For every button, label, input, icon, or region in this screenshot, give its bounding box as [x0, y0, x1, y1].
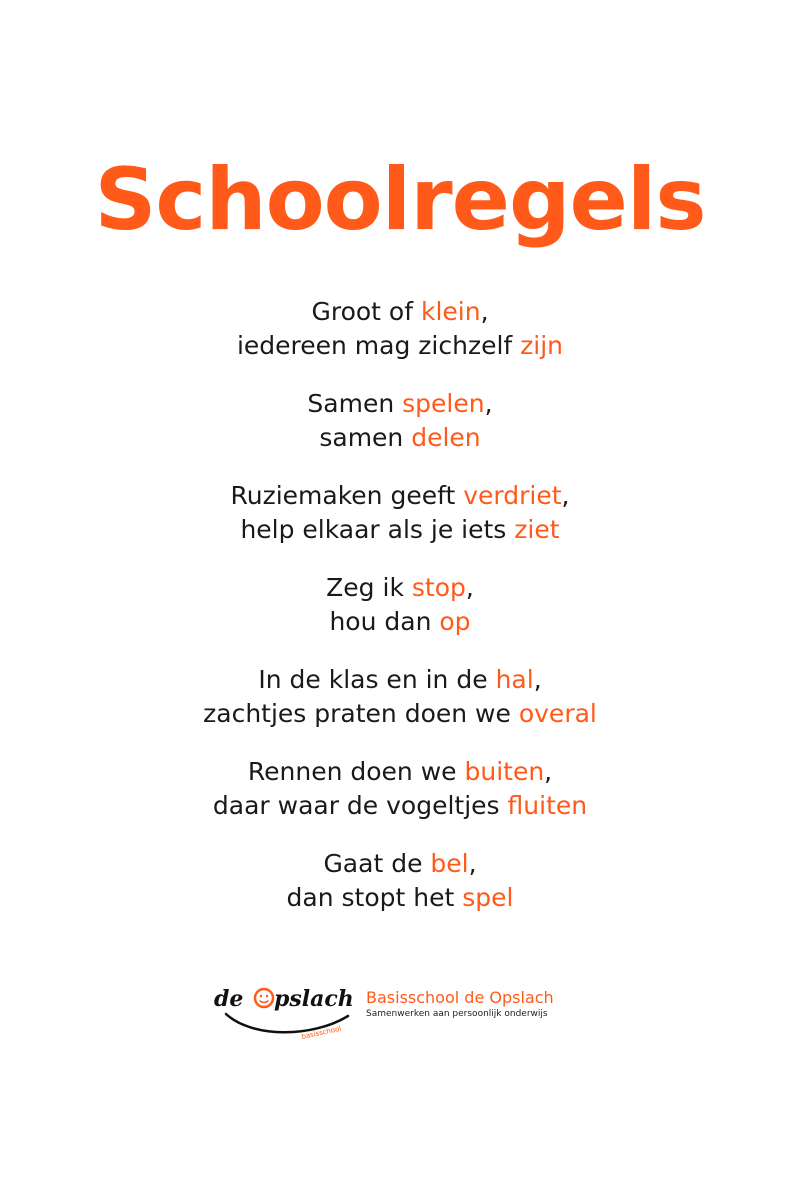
rule-line [0, 513, 800, 547]
rule-highlight: stop [411, 573, 466, 602]
rule-highlight: buiten [464, 757, 545, 786]
rule-line [0, 329, 800, 363]
rule-stanza [0, 571, 800, 639]
rule-line [0, 789, 800, 823]
rules-list [0, 295, 800, 939]
logo-subtext: basisschool [300, 1024, 342, 1041]
school-info [366, 988, 586, 1020]
logo-wordmark: de pslach [214, 986, 354, 1012]
rule-text: samen [319, 423, 404, 452]
rule-stanza [0, 295, 800, 363]
rule-line [0, 697, 800, 731]
school-name: Basisschool de Opslach [366, 988, 554, 1007]
rule-stanza [0, 663, 800, 731]
rule-text: daar waar de vogeltjes [212, 791, 500, 820]
rule-highlight: overal [518, 699, 597, 728]
school-logo [212, 976, 357, 1046]
rule-stanza [0, 755, 800, 823]
rule-stanza [0, 387, 800, 455]
rule-text: Gaat de [323, 849, 423, 878]
rule-line [0, 295, 800, 329]
page-title: Schoolregels [94, 150, 706, 250]
rule-text: Ruziemaken geeft [230, 481, 456, 510]
rule-line [0, 387, 800, 421]
school-tagline: Samenwerken aan persoonlijk onderwijs [366, 1009, 548, 1019]
rule-stanza [0, 847, 800, 915]
rule-stanza [0, 479, 800, 547]
rule-highlight: zijn [520, 331, 564, 360]
rule-punctuation: , [544, 757, 553, 786]
school-footer [212, 976, 572, 1046]
rule-text: In de klas en in de [258, 665, 488, 694]
rule-text: Rennen doen we [247, 757, 457, 786]
rule-text: Groot of [311, 297, 414, 326]
rule-highlight: spelen [402, 389, 485, 418]
rule-line [0, 755, 800, 789]
rule-line [0, 881, 800, 915]
rule-line [0, 571, 800, 605]
rule-highlight: klein [420, 297, 481, 326]
rule-line [0, 421, 800, 455]
rule-line [0, 847, 800, 881]
rule-text: iedereen mag zichzelf [236, 331, 513, 360]
rule-text: zachtjes praten doen we [203, 699, 511, 728]
rule-line [0, 479, 800, 513]
rule-text: help elkaar als je iets [240, 515, 507, 544]
rule-highlight: delen [411, 423, 481, 452]
rule-highlight: bel [430, 849, 469, 878]
rule-highlight: fluiten [507, 791, 588, 820]
rule-punctuation: , [484, 389, 493, 418]
rule-line [0, 663, 800, 697]
rule-punctuation: , [480, 297, 489, 326]
rule-punctuation: , [561, 481, 570, 510]
rule-punctuation: , [468, 849, 477, 878]
rule-text: Samen [307, 389, 395, 418]
rule-highlight: spel [462, 883, 514, 912]
rule-punctuation: , [465, 573, 474, 602]
rule-highlight: op [439, 607, 471, 636]
rule-highlight: verdriet [463, 481, 562, 510]
rule-highlight: ziet [514, 515, 560, 544]
rule-text: dan stopt het [286, 883, 455, 912]
rule-line [0, 605, 800, 639]
rule-highlight: hal [495, 665, 534, 694]
rule-text: Zeg ik [326, 573, 404, 602]
rule-text: hou dan [329, 607, 432, 636]
rule-punctuation: , [533, 665, 542, 694]
